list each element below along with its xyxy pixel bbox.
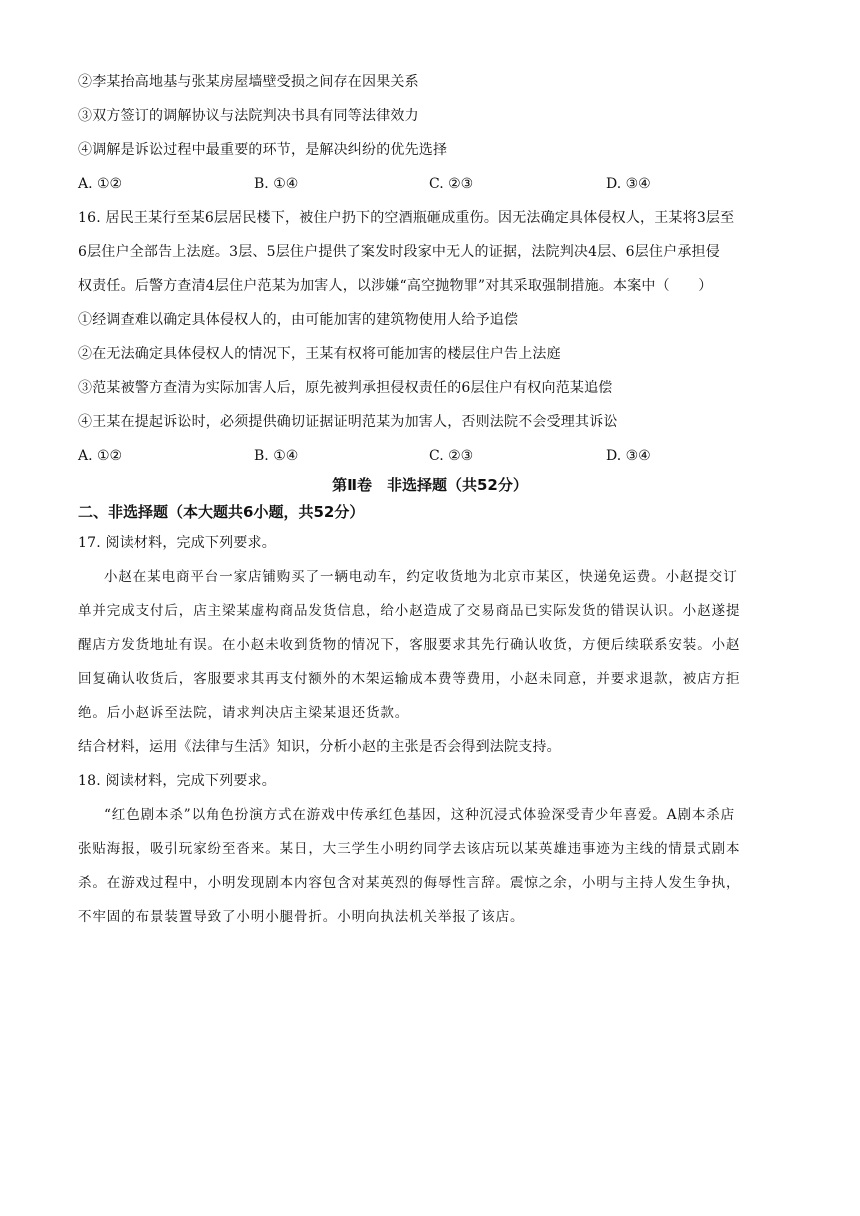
section-2-title: 第Ⅱ卷 非选择题（共52分）	[332, 476, 528, 494]
q18-material-line-4: 不牢固的布景装置导致了小明小腿骨折。小明向执法机关举报了该店。	[78, 909, 525, 925]
q18-prompt: 18. 阅读材料，完成下列要求。	[78, 773, 276, 789]
q17-task: 结合材料，运用《法律与生活》知识，分析小赵的主张是否会得到法院支持。	[78, 739, 561, 755]
q16-option-d: D. ③④	[606, 448, 651, 464]
q16-option-a: A. ①②	[78, 448, 123, 464]
q16-statement-3: ③范某被警方查清为实际加害人后，原先被判承担侵权责任的6层住户有权向范某追偿	[78, 380, 613, 396]
q15-option-c: C. ②③	[429, 176, 474, 192]
q16-statement-2: ②在无法确定具体侵权人的情况下，王某有权将可能加害的楼层住户告上法庭	[78, 346, 561, 362]
part-2-heading: 二、非选择题（本大题共6小题，共52分）	[78, 503, 365, 521]
q15-option-b: B. ①④	[254, 176, 299, 192]
q15-statement-4: ④调解是诉讼过程中最重要的环节，是解决纠纷的优先选择	[78, 142, 448, 158]
q16-option-b: B. ①④	[254, 448, 299, 464]
q17-material-line-5: 绝。后小赵诉至法院，请求判决店主梁某退还货款。	[78, 705, 410, 721]
q17-material-line-3: 醒店方发货地址有误。在小赵未收到货物的情况下，客服要求其先行确认收货，方便后续联系安装。小赵	[78, 637, 741, 653]
q17-prompt: 17. 阅读材料，完成下列要求。	[78, 535, 276, 551]
q17-material-line-1: 小赵在某电商平台一家店铺购买了一辆电动车，约定收货地为北京市某区，快递免运费。小赵提交订	[104, 569, 738, 585]
q17-material-line-4: 回复确认收货后，客服要求其再支付额外的木架运输成本费等费用，小赵未同意，并要求退款，被店方拒	[78, 671, 741, 687]
q18-material-line-2: 张贴海报，吸引玩家纷至沓来。某日，大三学生小明约同学去该店玩以某英雄违事迹为主线的情景式剧本	[78, 841, 741, 857]
q15-statement-3: ③双方签订的调解协议与法院判决书具有同等法律效力	[78, 108, 419, 124]
q15-option-d: D. ③④	[606, 176, 651, 192]
q18-material-line-1: “红色剧本杀”以角色扮演方式在游戏中传承红色基因，这种沉浸式体验深受青少年喜爱。A剧本杀店	[104, 807, 736, 823]
q17-material-line-2: 单并完成支付后，店主梁某虚构商品发货信息，给小赵造成了交易商品已实际发货的错误认识。小赵遂提	[78, 603, 741, 619]
q16-statement-1: ①经调查难以确定具体侵权人的，由可能加害的建筑物使用人给予追偿	[78, 312, 519, 328]
q15-option-a: A. ①②	[78, 176, 123, 192]
q15-statement-2: ②李某抬高地基与张某房屋墙壁受损之间存在因果关系	[78, 74, 419, 90]
q16-stem-line-3: 权责任。后警方查清4层住户范某为加害人，以涉嫌“高空抛物罪”对其采取强制措施。本案中（ ）	[78, 278, 713, 294]
q16-stem-line-2: 6层住户全部告上法庭。3层、5层住户提供了案发时段家中无人的证据，法院判决4层、6层住户承担侵	[78, 244, 720, 260]
q16-stem-line-1: 16. 居民王某行至某6层居民楼下，被住户扔下的空酒瓶砸成重伤。因无法确定具体侵权人，王某将3层至	[78, 210, 735, 226]
q16-statement-4: ④王某在提起诉讼时，必须提供确切证据证明范某为加害人，否则法院不会受理其诉讼	[78, 414, 618, 430]
q15-options	[78, 174, 778, 194]
q18-material-line-3: 杀。在游戏过程中，小明发现剧本内容包含对某英烈的侮辱性言辞。震惊之余，小明与主持人发生争执，	[78, 875, 741, 891]
q16-option-c: C. ②③	[429, 448, 474, 464]
q16-options	[78, 446, 778, 466]
